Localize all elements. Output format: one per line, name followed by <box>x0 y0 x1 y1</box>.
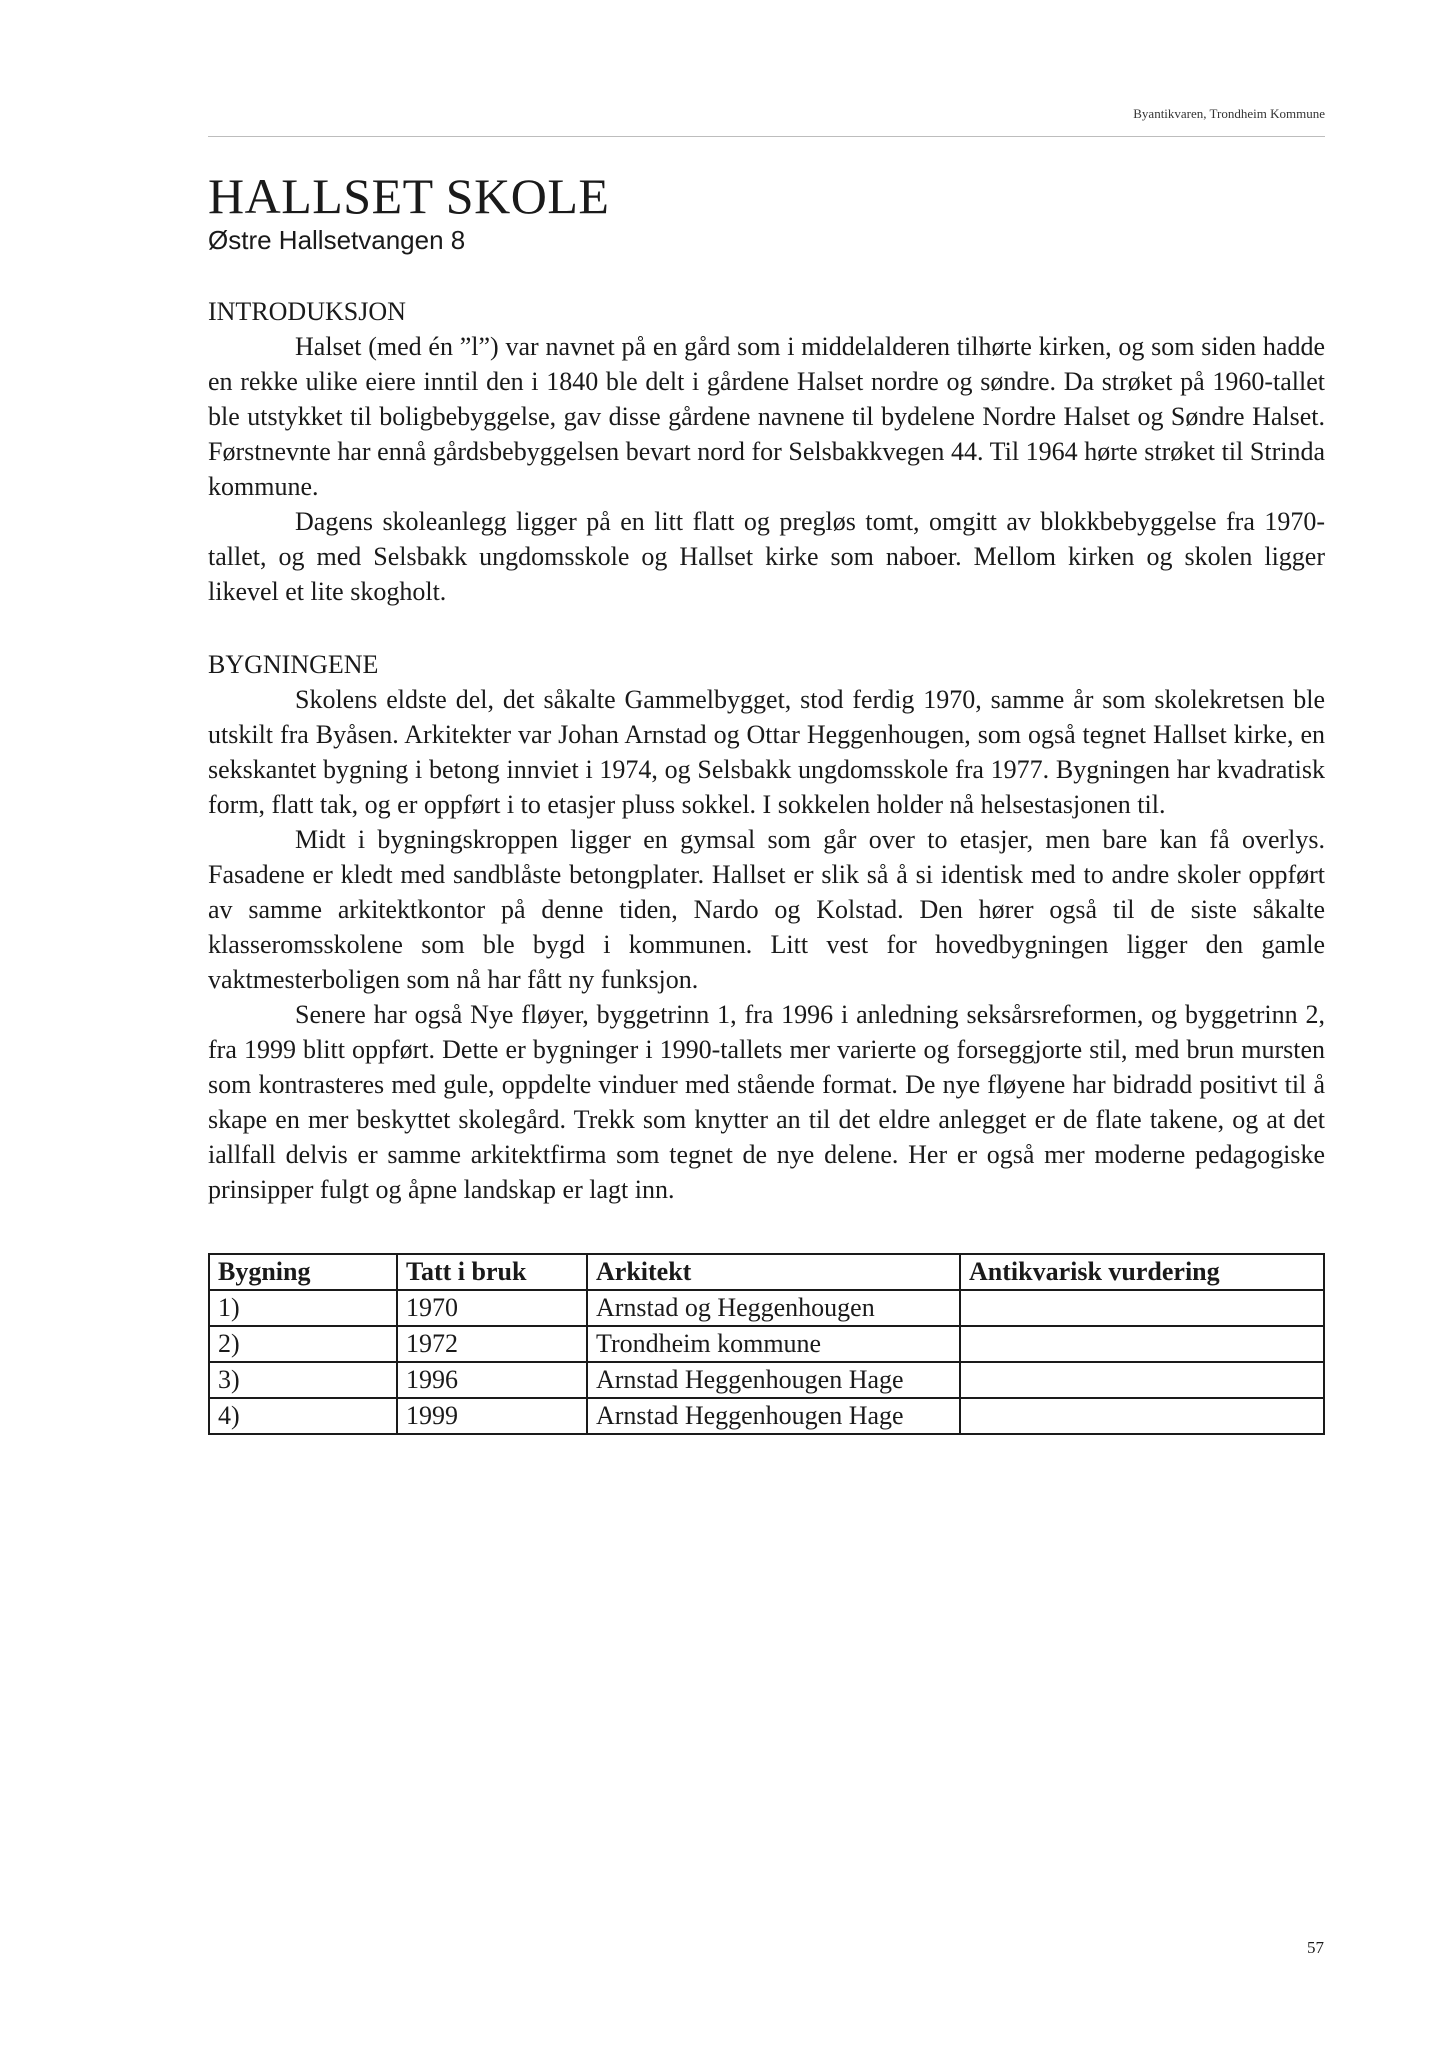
section-heading-introduksjon: INTRODUKSJON <box>208 297 406 326</box>
table-cell: Trondheim kommune <box>587 1326 960 1362</box>
buildings-paragraph: Senere har også Nye fløyer, byggetrinn 1, fra 1996 i anledning seksårsreformen, og byggetrinn 2, fra 1999 blitt oppført. Dette er bygninger i 1990-tallets mer varierte og forseggjorte stil, med brun mursten som kontrasteres med gule, oppdelte vinduer med stående format. De nye fløyene har bidradd positivt til å skape en mer beskyttet skolegård. Trekk som knytter an til det eldre anlegget er de flate takene, og at det iallfall delvis er samme arkitektfirma som tegnet de nye delene. Her er også mer moderne pedagogiske prinsipper fulgt og åpne landskap er lagt inn. <box>208 1000 1325 1204</box>
table-header-cell: Bygning <box>209 1254 397 1290</box>
section-heading-bygningene: BYGNINGENE <box>208 650 379 679</box>
table-cell: 4) <box>209 1398 397 1434</box>
table-cell <box>960 1290 1324 1326</box>
intro-paragraph: Halset (med én ”l”) var navnet på en gård som i middelalderen tilhørte kirken, og som siden hadde en rekke ulike eiere inntil den i 1840 ble delt i gårdene Halset nordre og søndre. Da strøket på 1960-tallet ble utstykket til boligbebyggelse, gav disse gårdene navnene til bydelene Nordre Halset og Søndre Halset. Førstnevnte har ennå gårdsbebyggelsen bevart nord for Selsbakkvegen 44. Til 1964 hørte strøket til Strinda kommune. <box>208 332 1325 501</box>
buildings-paragraph: Midt i bygningskroppen ligger en gymsal som går over to etasjer, men bare kan få overlys. Fasadene er kledt med sandblåste betongplater. Hallset er slik så å si identisk med to andre skoler oppført av samme arkitektkontor på denne tiden, Nardo og Kolstad. Den hører også til de siste såkalte klasseromsskolene som ble bygd i kommunen. Litt vest for hovedbygningen ligger den gamle vaktmesterboligen som nå har fått ny funksjon. <box>208 825 1325 994</box>
header-organization: Byantikvaren, Trondheim Kommune <box>1133 106 1325 121</box>
table-cell: 1972 <box>397 1326 587 1362</box>
table-header-row <box>209 1254 1324 1290</box>
table-cell: Arnstad Heggenhougen Hage <box>587 1362 960 1398</box>
table-row <box>209 1290 1324 1326</box>
buildings-table-wrapper <box>208 1253 1325 1435</box>
page-number: 57 <box>1307 1938 1324 1957</box>
table-cell <box>960 1362 1324 1398</box>
table-cell: 3) <box>209 1362 397 1398</box>
table-header-cell: Arkitekt <box>587 1254 960 1290</box>
buildings-table <box>208 1253 1325 1435</box>
table-cell: 1996 <box>397 1362 587 1398</box>
table-row <box>209 1398 1324 1434</box>
table-cell: 1) <box>209 1290 397 1326</box>
table-cell: 1970 <box>397 1290 587 1326</box>
table-header-cell: Antikvarisk vurdering <box>960 1254 1324 1290</box>
table-cell <box>960 1326 1324 1362</box>
intro-paragraph: Dagens skoleanlegg ligger på en litt flatt og pregløs tomt, omgitt av blokkbebyggelse fra 1970-tallet, og med Selsbakk ungdomsskole og Hallset kirke som naboer. Mellom kirken og skolen ligger likevel et lite skogholt. <box>208 507 1325 606</box>
table-cell <box>960 1398 1324 1434</box>
table-cell: 2) <box>209 1326 397 1362</box>
table-cell: Arnstad Heggenhougen Hage <box>587 1398 960 1434</box>
table-row <box>209 1326 1324 1362</box>
page-title: HALLSET SKOLE <box>208 168 610 224</box>
table-cell: Arnstad og Heggenhougen <box>587 1290 960 1326</box>
header-divider <box>208 136 1325 137</box>
buildings-paragraph: Skolens eldste del, det såkalte Gammelbygget, stod ferdig 1970, samme år som skolekretsen ble utskilt fra Byåsen. Arkitekter var Johan Arnstad og Ottar Heggenhougen, som også tegnet Hallset kirke, en sekskantet bygning i betong innviet i 1974, og Selsbakk ungdomsskole fra 1977. Bygningen har kvadratisk form, flatt tak, og er oppført i to etasjer pluss sokkel. I sokkelen holder nå helsestasjonen til. <box>208 685 1325 819</box>
table-row <box>209 1362 1324 1398</box>
table-cell: 1999 <box>397 1398 587 1434</box>
page-subtitle-address: Østre Hallsetvangen 8 <box>208 225 466 255</box>
page-content <box>208 168 1325 1435</box>
table-header-cell: Tatt i bruk <box>397 1254 587 1290</box>
